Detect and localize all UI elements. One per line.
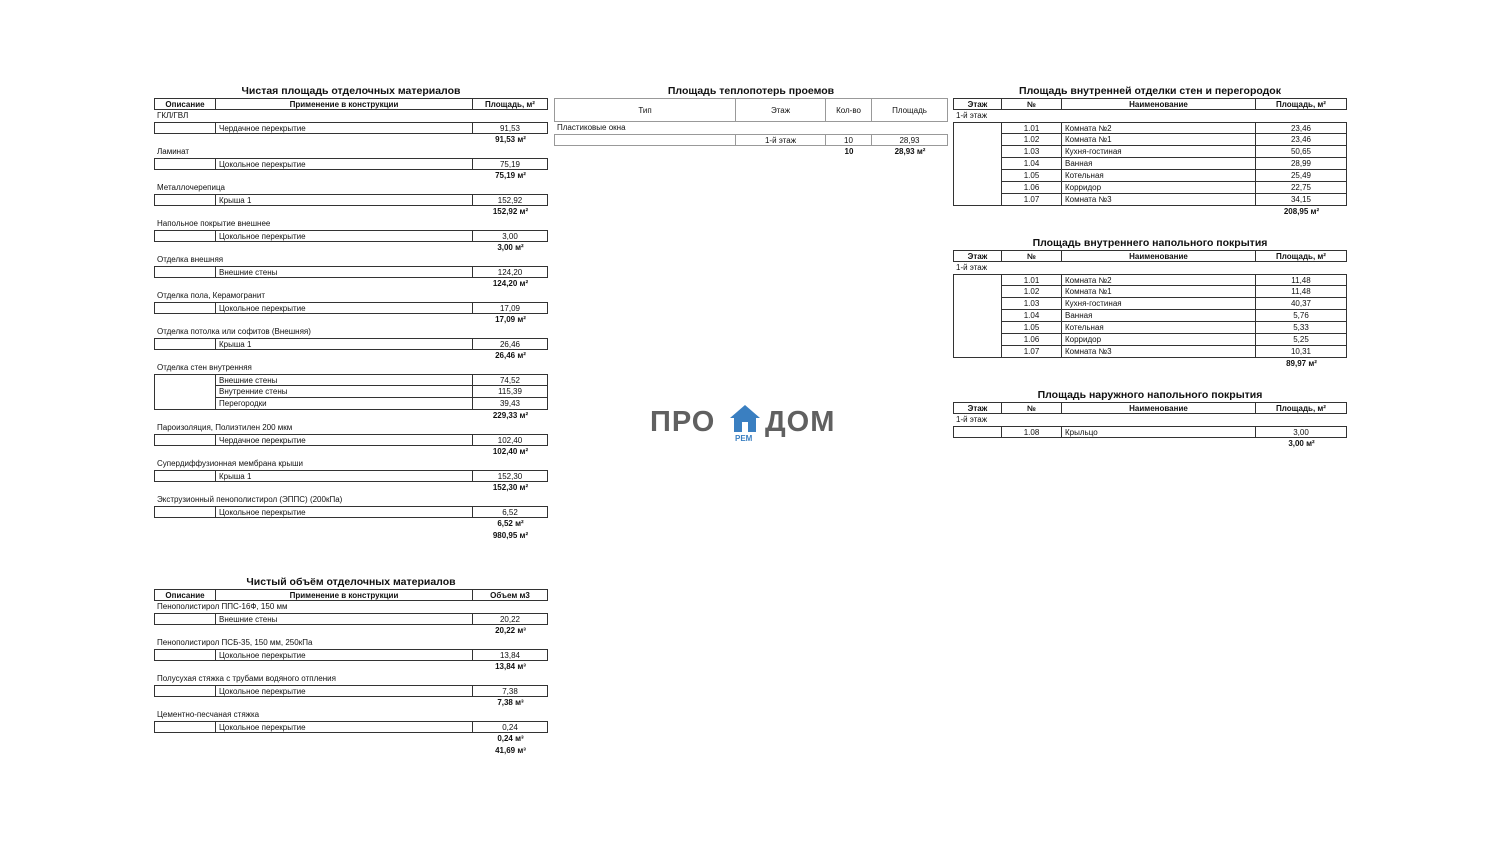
room-area: 11,48 bbox=[1256, 286, 1347, 298]
room-name: Комната №3 bbox=[1062, 194, 1256, 206]
room-area: 5,33 bbox=[1256, 322, 1347, 334]
subtotal-value: 229,33 м² bbox=[492, 411, 529, 420]
total-row bbox=[953, 438, 1347, 450]
group-row bbox=[154, 110, 548, 122]
group-name: Полусухая стяжка с трубами водяного отпления bbox=[157, 674, 336, 683]
blank-cell bbox=[154, 398, 216, 410]
room-name: Ванная bbox=[1062, 310, 1256, 322]
total-count: 10 bbox=[844, 147, 854, 156]
header-row bbox=[554, 98, 948, 122]
blank-cell bbox=[154, 613, 216, 625]
blank-cell bbox=[154, 506, 216, 518]
column-header: Площадь bbox=[872, 98, 948, 122]
table-title: Площадь внутренней отделки стен и перегородок bbox=[1019, 85, 1281, 97]
header-row bbox=[154, 98, 548, 110]
group-row bbox=[154, 182, 548, 194]
table-row bbox=[953, 346, 1347, 358]
subtotal-value: 0,24 м³ bbox=[497, 734, 524, 743]
table-row bbox=[953, 134, 1347, 146]
usage-cell: Крыша 1 bbox=[216, 470, 473, 482]
room-name: Кухня-гостиная bbox=[1062, 146, 1256, 158]
column-header: Описание bbox=[154, 589, 216, 601]
group-row bbox=[154, 422, 548, 434]
logo-word-left: ПРО bbox=[650, 406, 716, 438]
column-header: Площадь, м² bbox=[1256, 98, 1347, 110]
group-name: Пенополистирол ППС-16Ф, 150 мм bbox=[157, 602, 288, 611]
room-number: 1.06 bbox=[1002, 182, 1062, 194]
group-row bbox=[154, 326, 548, 338]
room-area: 11,48 bbox=[1256, 274, 1347, 286]
room-number: 1.05 bbox=[1002, 322, 1062, 334]
subtotal-value: 3,00 м² bbox=[497, 243, 524, 252]
room-number: 1.03 bbox=[1002, 298, 1062, 310]
blank-cell bbox=[953, 286, 1002, 298]
room-name: Корридор bbox=[1062, 334, 1256, 346]
table-row bbox=[953, 426, 1347, 438]
total-row bbox=[953, 358, 1347, 370]
subtotal-row bbox=[154, 482, 548, 494]
room-name: Ванная bbox=[1062, 158, 1256, 170]
room-number: 1.05 bbox=[1002, 170, 1062, 182]
group-row bbox=[154, 458, 548, 470]
room-number: 1.02 bbox=[1002, 134, 1062, 146]
room-name: Кухня-гостиная bbox=[1062, 298, 1256, 310]
blank-cell bbox=[154, 302, 216, 314]
value-cell: 152,92 bbox=[473, 194, 548, 206]
subtotal-row bbox=[154, 350, 548, 362]
blank-cell bbox=[953, 334, 1002, 346]
blank-cell bbox=[154, 122, 216, 134]
subtotal-value: 124,20 м² bbox=[492, 279, 529, 288]
usage-cell: Цокольное перекрытие bbox=[216, 158, 473, 170]
table-row bbox=[554, 134, 948, 146]
column-header: № bbox=[1002, 250, 1062, 262]
table-row bbox=[154, 158, 548, 170]
value-cell: 17,09 bbox=[473, 302, 548, 314]
header-row bbox=[953, 402, 1347, 414]
group-row bbox=[154, 601, 548, 613]
table-row bbox=[154, 194, 548, 206]
value-cell: 26,46 bbox=[473, 338, 548, 350]
table-title: Чистая площадь отделочных материалов bbox=[241, 85, 461, 97]
subtotal-value: 152,30 м² bbox=[492, 483, 529, 492]
column-header: Наименование bbox=[1062, 98, 1256, 110]
table-row bbox=[953, 146, 1347, 158]
room-name: Котельная bbox=[1062, 322, 1256, 334]
table-title: Площадь теплопотерь проемов bbox=[667, 85, 835, 97]
table-row bbox=[953, 158, 1347, 170]
pro-dom-logo bbox=[650, 403, 850, 445]
table-row bbox=[953, 334, 1347, 346]
column-header: Наименование bbox=[1062, 402, 1256, 414]
wall-finish-table bbox=[953, 84, 1347, 218]
group-name: ГКЛ/ГВЛ bbox=[157, 111, 189, 120]
subtotal-value: 13,84 м³ bbox=[495, 662, 526, 671]
usage-cell: Внутренние стены bbox=[216, 386, 473, 398]
blank-cell bbox=[554, 134, 736, 146]
room-number: 1.04 bbox=[1002, 158, 1062, 170]
total-row bbox=[554, 146, 948, 158]
total-row bbox=[953, 206, 1347, 218]
blank-cell bbox=[154, 158, 216, 170]
value-cell: 152,30 bbox=[473, 470, 548, 482]
group-row bbox=[154, 290, 548, 302]
header-row bbox=[154, 589, 548, 601]
subtotal-row bbox=[154, 697, 548, 709]
room-number: 1.02 bbox=[1002, 286, 1062, 298]
subtotal-value: 102,40 м² bbox=[492, 447, 529, 456]
blank-cell bbox=[154, 374, 216, 386]
group-row bbox=[154, 146, 548, 158]
blank-cell bbox=[154, 649, 216, 661]
total-area: 28,93 м² bbox=[894, 147, 926, 156]
column-header: № bbox=[1002, 402, 1062, 414]
table-row bbox=[953, 298, 1347, 310]
usage-cell: Перегородки bbox=[216, 398, 473, 410]
table-row bbox=[154, 230, 548, 242]
subtotal-row bbox=[154, 278, 548, 290]
table-row bbox=[953, 274, 1347, 286]
heat-loss-table bbox=[554, 84, 948, 158]
table-row bbox=[953, 170, 1347, 182]
table-row bbox=[154, 506, 548, 518]
column-header: Кол-во bbox=[826, 98, 872, 122]
total-row bbox=[154, 745, 548, 757]
value-cell: 124,20 bbox=[473, 266, 548, 278]
total-value: 208,95 м² bbox=[1283, 207, 1320, 216]
blank-cell bbox=[154, 266, 216, 278]
usage-cell: Крыша 1 bbox=[216, 338, 473, 350]
room-area: 5,76 bbox=[1256, 310, 1347, 322]
blank-cell bbox=[953, 170, 1002, 182]
room-area: 23,46 bbox=[1256, 134, 1347, 146]
room-area: 25,49 bbox=[1256, 170, 1347, 182]
header-row bbox=[953, 98, 1347, 110]
column-header: Площадь, м² bbox=[473, 98, 548, 110]
group-row bbox=[154, 218, 548, 230]
usage-cell: Внешние стены bbox=[216, 374, 473, 386]
usage-cell: Цокольное перекрытие bbox=[216, 506, 473, 518]
total-value: 41,69 м³ bbox=[495, 746, 526, 755]
total-value: 980,95 м² bbox=[492, 531, 529, 540]
header-row bbox=[953, 250, 1347, 262]
group-row bbox=[154, 637, 548, 649]
group-row bbox=[154, 254, 548, 266]
subtotal-row bbox=[154, 242, 548, 254]
room-area: 22,75 bbox=[1256, 182, 1347, 194]
table-row bbox=[154, 122, 548, 134]
room-number: 1.04 bbox=[1002, 310, 1062, 322]
group-row bbox=[953, 110, 1347, 122]
net-volume-table bbox=[154, 575, 548, 757]
room-name: Корридор bbox=[1062, 182, 1256, 194]
table-row bbox=[154, 374, 548, 386]
room-name: Котельная bbox=[1062, 170, 1256, 182]
value-cell: 102,40 bbox=[473, 434, 548, 446]
usage-cell: Чердачное перекрытие bbox=[216, 122, 473, 134]
subtotal-value: 7,38 м³ bbox=[497, 698, 524, 707]
subtotal-row bbox=[154, 314, 548, 326]
room-area: 3,00 bbox=[1256, 426, 1347, 438]
value-cell: 20,22 bbox=[473, 613, 548, 625]
subtotal-row bbox=[154, 733, 548, 745]
value-cell: 75,19 bbox=[473, 158, 548, 170]
group-name: Отделка пола, Керамогранит bbox=[157, 291, 265, 300]
subtotal-value: 17,09 м² bbox=[495, 315, 526, 324]
group-name: Пенополистирол ПСБ-35, 150 мм, 250кПа bbox=[157, 638, 313, 647]
room-number: 1.08 bbox=[1002, 426, 1062, 438]
group-name: Пластиковые окна bbox=[557, 123, 626, 132]
column-header: Описание bbox=[154, 98, 216, 110]
room-area: 5,25 bbox=[1256, 334, 1347, 346]
room-number: 1.07 bbox=[1002, 194, 1062, 206]
room-name: Комната №2 bbox=[1062, 274, 1256, 286]
blank-cell bbox=[953, 158, 1002, 170]
room-area: 50,65 bbox=[1256, 146, 1347, 158]
total-value: 3,00 м² bbox=[1288, 439, 1315, 448]
blank-cell bbox=[154, 685, 216, 697]
room-name: Комната №1 bbox=[1062, 134, 1256, 146]
column-header: Применение в конструкции bbox=[216, 98, 473, 110]
column-header: Этаж bbox=[953, 402, 1002, 414]
usage-cell: Внешние стены bbox=[216, 266, 473, 278]
column-header: Площадь, м² bbox=[1256, 402, 1347, 414]
usage-cell: Цокольное перекрытие bbox=[216, 721, 473, 733]
usage-cell: Цокольное перекрытие bbox=[216, 649, 473, 661]
group-name: Отделка стен внутренняя bbox=[157, 363, 252, 372]
subtotal-row bbox=[154, 446, 548, 458]
table-row bbox=[953, 286, 1347, 298]
group-name: Ламинат bbox=[157, 147, 190, 156]
room-number: 1.01 bbox=[1002, 274, 1062, 286]
subtotal-row bbox=[154, 410, 548, 422]
total-row bbox=[154, 530, 548, 542]
table-row bbox=[154, 338, 548, 350]
column-header: № bbox=[1002, 98, 1062, 110]
group-row bbox=[154, 673, 548, 685]
group-name: Супердиффузионная мембрана крыши bbox=[157, 459, 303, 468]
total-value: 89,97 м² bbox=[1286, 359, 1317, 368]
blank-cell bbox=[953, 310, 1002, 322]
blank-cell bbox=[154, 338, 216, 350]
column-header: Наименование bbox=[1062, 250, 1256, 262]
usage-cell: Цокольное перекрытие bbox=[216, 230, 473, 242]
room-name: Комната №2 bbox=[1062, 122, 1256, 134]
group-row bbox=[953, 262, 1347, 274]
subtotal-value: 26,46 м² bbox=[495, 351, 526, 360]
subtotal-row bbox=[154, 518, 548, 530]
group-row bbox=[154, 494, 548, 506]
blank-cell bbox=[953, 426, 1002, 438]
room-name: Комната №3 bbox=[1062, 346, 1256, 358]
usage-cell: Крыша 1 bbox=[216, 194, 473, 206]
table-row bbox=[154, 302, 548, 314]
room-area: 10,31 bbox=[1256, 346, 1347, 358]
room-area: 23,46 bbox=[1256, 122, 1347, 134]
table-row bbox=[154, 434, 548, 446]
group-row bbox=[154, 709, 548, 721]
table-row bbox=[154, 685, 548, 697]
value-cell: 7,38 bbox=[473, 685, 548, 697]
table-row bbox=[154, 398, 548, 410]
table-title: Площадь наружного напольного покрытия bbox=[1037, 389, 1263, 401]
value-cell: 115,39 bbox=[473, 386, 548, 398]
group-name: Отделка потолка или софитов (Внешняя) bbox=[157, 327, 311, 336]
blank-cell bbox=[953, 346, 1002, 358]
column-header: Тип bbox=[554, 98, 736, 122]
room-area: 28,99 bbox=[1256, 158, 1347, 170]
room-number: 1.03 bbox=[1002, 146, 1062, 158]
floor-cell: 1-й этаж bbox=[736, 134, 826, 146]
value-cell: 0,24 bbox=[473, 721, 548, 733]
subtotal-row bbox=[154, 134, 548, 146]
group-name: Напольное покрытие внешнее bbox=[157, 219, 271, 228]
column-header: Этаж bbox=[736, 98, 826, 122]
subtotal-row bbox=[154, 625, 548, 637]
count-cell: 10 bbox=[826, 134, 872, 146]
usage-cell: Внешние стены bbox=[216, 613, 473, 625]
column-header: Этаж bbox=[953, 98, 1002, 110]
value-cell: 39,43 bbox=[473, 398, 548, 410]
value-cell: 74,52 bbox=[473, 374, 548, 386]
blank-cell bbox=[953, 274, 1002, 286]
subtotal-value: 75,19 м² bbox=[495, 171, 526, 180]
blank-cell bbox=[953, 146, 1002, 158]
room-name: Крыльцо bbox=[1062, 426, 1256, 438]
house-icon bbox=[729, 403, 761, 435]
logo-word-right: ДОМ bbox=[765, 406, 836, 438]
usage-cell: Цокольное перекрытие bbox=[216, 302, 473, 314]
group-row bbox=[953, 414, 1347, 426]
usage-cell: Чердачное перекрытие bbox=[216, 434, 473, 446]
subtotal-value: 20,22 м³ bbox=[495, 626, 526, 635]
room-area: 40,37 bbox=[1256, 298, 1347, 310]
room-number: 1.06 bbox=[1002, 334, 1062, 346]
room-name: Комната №1 bbox=[1062, 286, 1256, 298]
table-row bbox=[154, 266, 548, 278]
blank-cell bbox=[154, 434, 216, 446]
table-title: Чистый объём отделочных материалов bbox=[246, 576, 456, 588]
blank-cell bbox=[953, 298, 1002, 310]
blank-cell bbox=[953, 182, 1002, 194]
blank-cell bbox=[953, 122, 1002, 134]
table-row bbox=[154, 386, 548, 398]
floor-group: 1-й этаж bbox=[956, 415, 988, 424]
value-cell: 6,52 bbox=[473, 506, 548, 518]
blank-cell bbox=[154, 230, 216, 242]
column-header: Применение в конструкции bbox=[216, 589, 473, 601]
column-header: Площадь, м² bbox=[1256, 250, 1347, 262]
room-number: 1.07 bbox=[1002, 346, 1062, 358]
column-header: Этаж bbox=[953, 250, 1002, 262]
group-name: Пароизоляция, Полиэтилен 200 мкм bbox=[157, 423, 293, 432]
group-name: Отделка внешняя bbox=[157, 255, 224, 264]
floor-group: 1-й этаж bbox=[956, 263, 988, 272]
table-row bbox=[953, 194, 1347, 206]
subtotal-value: 6,52 м² bbox=[497, 519, 524, 528]
room-number: 1.01 bbox=[1002, 122, 1062, 134]
subtotal-value: 152,92 м² bbox=[492, 207, 529, 216]
subtotal-row bbox=[154, 661, 548, 673]
floor-outer-table bbox=[953, 388, 1347, 450]
table-row bbox=[154, 649, 548, 661]
blank-cell bbox=[154, 386, 216, 398]
table-row bbox=[154, 470, 548, 482]
blank-cell bbox=[953, 194, 1002, 206]
floor-group: 1-й этаж bbox=[956, 111, 988, 120]
floor-inner-table bbox=[953, 236, 1347, 370]
table-row bbox=[953, 322, 1347, 334]
group-name: Экструзионный пенополистирол (ЭППС) (200кПа) bbox=[157, 495, 343, 504]
subtotal-row bbox=[154, 170, 548, 182]
value-cell: 13,84 bbox=[473, 649, 548, 661]
usage-cell: Цокольное перекрытие bbox=[216, 685, 473, 697]
group-row bbox=[554, 122, 948, 134]
value-cell: 3,00 bbox=[473, 230, 548, 242]
logo-sub-label: РЕМ bbox=[735, 434, 753, 443]
subtotal-row bbox=[154, 206, 548, 218]
table-row bbox=[953, 122, 1347, 134]
group-name: Металлочерепица bbox=[157, 183, 226, 192]
column-header: Объем м3 bbox=[473, 589, 548, 601]
blank-cell bbox=[154, 470, 216, 482]
area-cell: 28,93 bbox=[872, 134, 948, 146]
blank-cell bbox=[953, 322, 1002, 334]
table-title: Площадь внутреннего напольного покрытия bbox=[1032, 237, 1268, 249]
blank-cell bbox=[154, 194, 216, 206]
group-name: Цементно-песчаная стяжка bbox=[157, 710, 260, 719]
table-row bbox=[953, 182, 1347, 194]
room-area: 34,15 bbox=[1256, 194, 1347, 206]
subtotal-value: 91,53 м² bbox=[495, 135, 526, 144]
table-row bbox=[154, 721, 548, 733]
net-area-table bbox=[154, 84, 548, 542]
value-cell: 91,53 bbox=[473, 122, 548, 134]
table-row bbox=[953, 310, 1347, 322]
blank-cell bbox=[953, 134, 1002, 146]
table-row bbox=[154, 613, 548, 625]
group-row bbox=[154, 362, 548, 374]
blank-cell bbox=[154, 721, 216, 733]
